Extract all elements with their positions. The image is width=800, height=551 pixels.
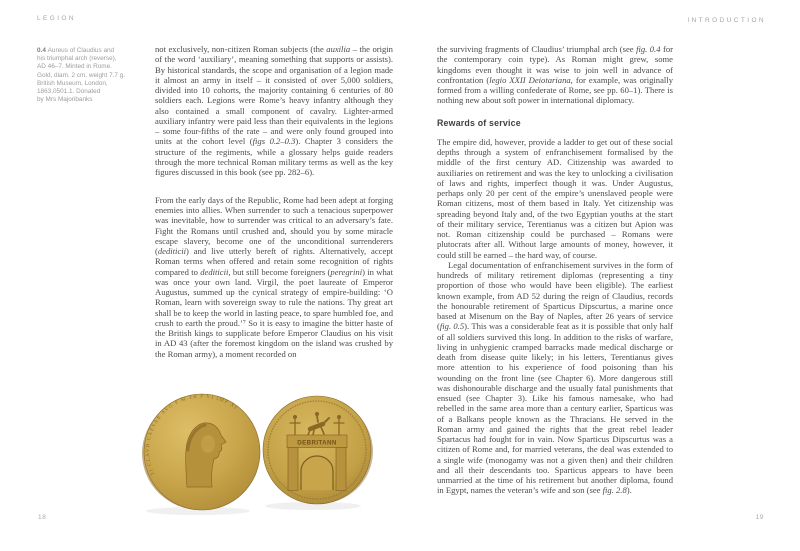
- paragraph: not exclusively, non-citizen Roman subjects (the auxilia – the origin of the word ‘auxiliary’, meaning something that supports or assists). By historical standards, the scope and organisation of a legion made it almost an army in itself – it consisted of over 5,000 soldiers, divided into 10 cohorts, the majority containing 6 centuries of 80 soldiers each. Legions were Rome’s heavy infantry although they also contained a small component of cavalry. Lighter-armed auxiliary infantry were paid less than their equivalents in the legions – some four-fifths of the rate – and were only found grouped into units at the cohort level (figs 0.2–0.3). Chapter 3 considers the structure of the regiments, while a glossary helps guide readers through the more technical Roman military terms as well as the key figures discussed in this book (see pp. 282–6).: [155, 44, 393, 177]
- paragraph: The empire did, however, provide a ladder to get out of these social depths through a system of enfranchisement formalised by the middle of the first century AD. Citizenship was awarded to auxiliaries on retirement and was the key to unlocking a civilisation of laws and rights, imperfect though it was. Under Augustus, perhaps only 20 per cent of the empire’s unenslaved people were Roman citizens, most of them based in Italy. Yet citizenship was spreading beyond Italy and, of the two Egyptian youths at the start of their military service, Terentianus was a citizen but Apion was not. Roman citizenship could be purchased – Romans were plutocrats after all. Without large amounts of money, however, it could still be earned – the hard way, of course.: [437, 136, 673, 260]
- arch-pier-left: [288, 448, 298, 491]
- caption-line: British Museum, London,: [37, 79, 108, 87]
- page-number-left: 18: [38, 514, 47, 521]
- coin-photo: [140, 388, 385, 518]
- figure-number: 0.4: [37, 47, 46, 54]
- portrait-highlight: [201, 435, 215, 453]
- paragraph: From the early days of the Republic, Rome had been adept at forging enemies into allies. When surrender to such a tenacious superpower was inevitable, how to surrender was critical to an adversary’s fate. Fight the Romans until crushed and, should you by some miracle escape slavery, become one of the unconditional surrenderers (dediticii) and live utterly bereft of rights. Alternatively, accept Roman terms when offered and retain some recognition of rights compared to dediticii, but still become foreigners (peregrini) in what was once your own land. Virgil, the poet laureate of Emperor Augustus, summed up the cynical strategy of empire-building: ‘O Roman, learn with sovereign sway to rule the nations. Thy great art shall be to keep the world in lasting peace, to spare humbled foe, and crush to earth the proud.’⁷ So it is easy to imagine the bitter haste of the British kings to supplicate before Emperor Claudius on his visit in AD 43 (after the foremost kingdom on the island was crushed by the Roman army), a moment recorded on: [155, 194, 393, 359]
- right-text-column: [437, 44, 673, 496]
- section-heading-rewards-of-service: Rewards of service: [437, 117, 521, 128]
- right-section-paragraphs: [437, 137, 673, 496]
- arch-opening: [301, 456, 333, 490]
- paragraph: the surviving fragments of Claudius’ triumphal arch (see fig. 0.4 for the contemporary coin type). As Roman might grew, some kingdoms even thought it was wise to join well in advance of confrontation (legio XXII Deiotariana, for example, was originally formed from a willing confederate of Rome, see pp. 60–1). There is nothing new about soft power in international diplomacy.: [437, 44, 673, 106]
- caption-line: 1863,0501.1. Donated: [37, 88, 101, 96]
- paragraph: Legal documentation of enfranchisement survives in the form of hundreds of military retirement diplomas (representing a tiny proportion of those who would have been eligible). The earliest known example, from AD 52 during the reign of Claudius, records the honourable retirement of Sparticus Dipscurtus, a marine once based at Misenum on the Bay of Naples, after 26 years of service (fig. 0.5). This was a considerable feat as it is possible that only half of all soldiers survived this long. In addition to the risks of warfare, living in unhygienic cramped barracks made medical discharge or death from disease quite likely; in his letters, Terentianus gives more attention to his experience of food poisoning than his wounding on the front line (see Chapter 6). More dangerous still was dishonourable discharge and the usually fatal punishments that ensued (see Chapter 3). Like his famous namesake, who had rebelled in the same area more than a century earlier, Sparticus was of a Balkans people known as the Thracians. He served in the Roman army and gained the rights that the great rebel leader Spartacus had fought for in vain. Now Sparticus Dipscurtus was a citizen of Rome and, for married veterans, the deal was extended to a single wife (monogamy was not a given then) and their children and all their descendants too. Sparticus appears to have been unmarried at the time of his retirement but another diploma, found in Egypt, names the veteran’s wife and son (see fig. 2.8).: [437, 259, 673, 496]
- caption-line: [37, 47, 143, 55]
- page-number-right: 19: [755, 514, 764, 521]
- running-head-legion: LEGION: [37, 15, 76, 22]
- caption-line: by Mrs Majoribanks: [37, 96, 93, 104]
- coin-reverse-inscription: DEBRITANN: [297, 439, 337, 447]
- caption-text: Aureus of Claudius and: [47, 47, 115, 54]
- coin-obverse: [140, 391, 265, 515]
- coin-reverse: [258, 393, 378, 510]
- left-text-column: [155, 44, 393, 359]
- caption-line: AD 46–7. Minted in Rome.: [37, 63, 112, 71]
- caption-lines: [37, 55, 143, 104]
- running-head-introduction: INTRODUCTION: [687, 17, 766, 24]
- right-intro-paragraph: [437, 44, 673, 106]
- arch-pier-right: [336, 448, 346, 491]
- coin-obverse-legend: TI CLAVD CAESAR AVG P M TR P VI IMP XI: [144, 393, 239, 477]
- caption-line: Gold, diam. 2 cm, weight 7.7 g.: [37, 71, 126, 79]
- caption-line: his triumphal arch (reverse),: [37, 55, 117, 63]
- figure-caption: [37, 47, 143, 104]
